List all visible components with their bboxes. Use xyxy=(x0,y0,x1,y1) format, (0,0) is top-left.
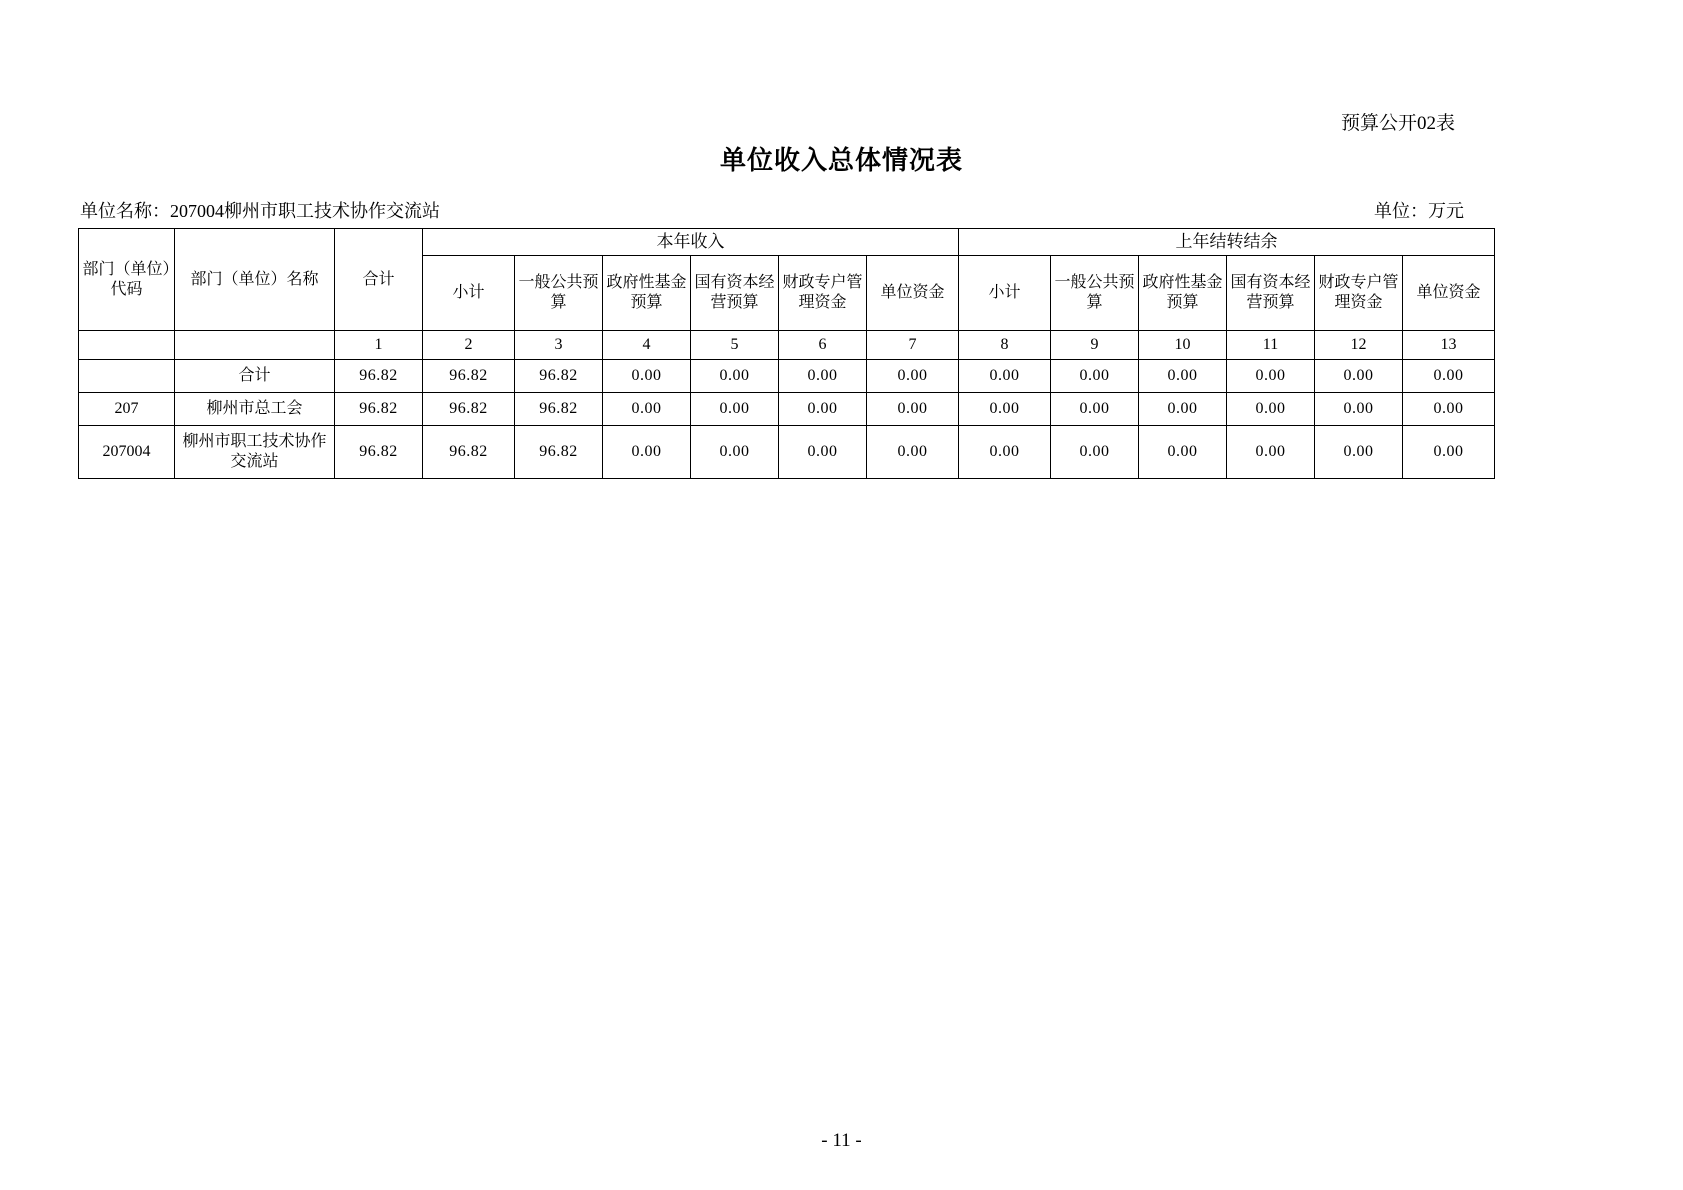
column-index-11: 11 xyxy=(1227,331,1315,360)
cell-value: 0.00 xyxy=(779,393,867,426)
subheader-row xyxy=(80,197,1480,223)
column-index-8: 8 xyxy=(959,331,1051,360)
column-index-13: 13 xyxy=(1403,331,1495,360)
cell-name: 柳州市总工会 xyxy=(175,393,335,426)
table-row xyxy=(79,360,1495,393)
cell-value: 0.00 xyxy=(1139,360,1227,393)
cell-value: 0.00 xyxy=(1315,360,1403,393)
cell-value: 0.00 xyxy=(1227,426,1315,479)
column-index-10: 10 xyxy=(1139,331,1227,360)
column-index-1: 1 xyxy=(335,331,423,360)
cell-value: 0.00 xyxy=(691,360,779,393)
unit-measure-label: 单位：万元 xyxy=(1374,201,1464,221)
page-number: - 11 - xyxy=(821,1130,862,1151)
cell-value: 0.00 xyxy=(1315,393,1403,426)
column-index-dept-name xyxy=(175,331,335,360)
cell-value: 0.00 xyxy=(959,393,1051,426)
column-header-cy-state-capital-budget: 国有资本经营预算 xyxy=(691,256,779,331)
column-index-5: 5 xyxy=(691,331,779,360)
table-row xyxy=(79,393,1495,426)
cell-name: 柳州市职工技术协作交流站 xyxy=(175,426,335,479)
column-header-dept-name: 部门（单位）名称 xyxy=(175,229,335,331)
cell-value: 0.00 xyxy=(603,426,691,479)
cell-value: 0.00 xyxy=(1315,426,1403,479)
unit-name-label: 单位名称：207004柳州市职工技术协作交流站 xyxy=(80,201,440,221)
cell-value: 0.00 xyxy=(603,360,691,393)
group-header-current-year: 本年收入 xyxy=(423,229,959,256)
cell-name: 合计 xyxy=(175,360,335,393)
cell-value: 0.00 xyxy=(1227,360,1315,393)
page-title: 单位收入总体情况表 xyxy=(719,145,963,175)
cell-value: 0.00 xyxy=(1139,393,1227,426)
cell-value: 96.82 xyxy=(515,360,603,393)
cell-value: 96.82 xyxy=(335,360,423,393)
column-header-cy-government-fund-budget: 政府性基金预算 xyxy=(603,256,691,331)
cell-value: 96.82 xyxy=(423,360,515,393)
column-index-6: 6 xyxy=(779,331,867,360)
cell-code: 207 xyxy=(79,393,175,426)
column-index-7: 7 xyxy=(867,331,959,360)
cell-value: 0.00 xyxy=(959,360,1051,393)
table-row xyxy=(79,426,1495,479)
form-code-label: 预算公开02表 xyxy=(1340,113,1455,134)
cell-value: 0.00 xyxy=(1051,360,1139,393)
column-index-dept-code xyxy=(79,331,175,360)
cell-value: 0.00 xyxy=(779,360,867,393)
column-header-cy-unit-funds: 单位资金 xyxy=(867,256,959,331)
column-header-co-state-capital-budget: 国有资本经营预算 xyxy=(1227,256,1315,331)
column-header-cy-general-public-budget: 一般公共预算 xyxy=(515,256,603,331)
cell-value: 0.00 xyxy=(691,393,779,426)
column-index-12: 12 xyxy=(1315,331,1403,360)
table-column-index-row xyxy=(79,331,1495,360)
column-index-3: 3 xyxy=(515,331,603,360)
column-header-co-fiscal-special-account: 财政专户管理资金 xyxy=(1315,256,1403,331)
cell-value: 0.00 xyxy=(867,393,959,426)
cell-value: 0.00 xyxy=(779,426,867,479)
cell-value: 0.00 xyxy=(867,360,959,393)
cell-value: 0.00 xyxy=(867,426,959,479)
table-group-header-row xyxy=(79,229,1495,256)
cell-value: 0.00 xyxy=(1403,360,1495,393)
column-index-9: 9 xyxy=(1051,331,1139,360)
column-header-total: 合计 xyxy=(335,229,423,331)
cell-value: 0.00 xyxy=(1403,393,1495,426)
cell-value: 0.00 xyxy=(1051,426,1139,479)
cell-value: 0.00 xyxy=(603,393,691,426)
cell-value: 0.00 xyxy=(1139,426,1227,479)
cell-value: 0.00 xyxy=(1403,426,1495,479)
column-header-cy-subtotal: 小计 xyxy=(423,256,515,331)
cell-code xyxy=(79,360,175,393)
column-header-co-government-fund-budget: 政府性基金预算 xyxy=(1139,256,1227,331)
column-index-2: 2 xyxy=(423,331,515,360)
column-header-dept-code: 部门（单位）代码 xyxy=(79,229,175,331)
column-index-4: 4 xyxy=(603,331,691,360)
cell-value: 0.00 xyxy=(1227,393,1315,426)
cell-value: 96.82 xyxy=(423,393,515,426)
column-header-cy-fiscal-special-account: 财政专户管理资金 xyxy=(779,256,867,331)
cell-value: 96.82 xyxy=(515,426,603,479)
column-header-co-general-public-budget: 一般公共预算 xyxy=(1051,256,1139,331)
cell-code: 207004 xyxy=(79,426,175,479)
cell-value: 96.82 xyxy=(335,393,423,426)
cell-value: 0.00 xyxy=(959,426,1051,479)
income-summary-table xyxy=(78,228,1495,479)
cell-value: 96.82 xyxy=(515,393,603,426)
column-header-co-subtotal: 小计 xyxy=(959,256,1051,331)
cell-value: 0.00 xyxy=(1051,393,1139,426)
cell-value: 0.00 xyxy=(691,426,779,479)
column-header-co-unit-funds: 单位资金 xyxy=(1403,256,1495,331)
cell-value: 96.82 xyxy=(335,426,423,479)
cell-value: 96.82 xyxy=(423,426,515,479)
group-header-carryover: 上年结转结余 xyxy=(959,229,1495,256)
